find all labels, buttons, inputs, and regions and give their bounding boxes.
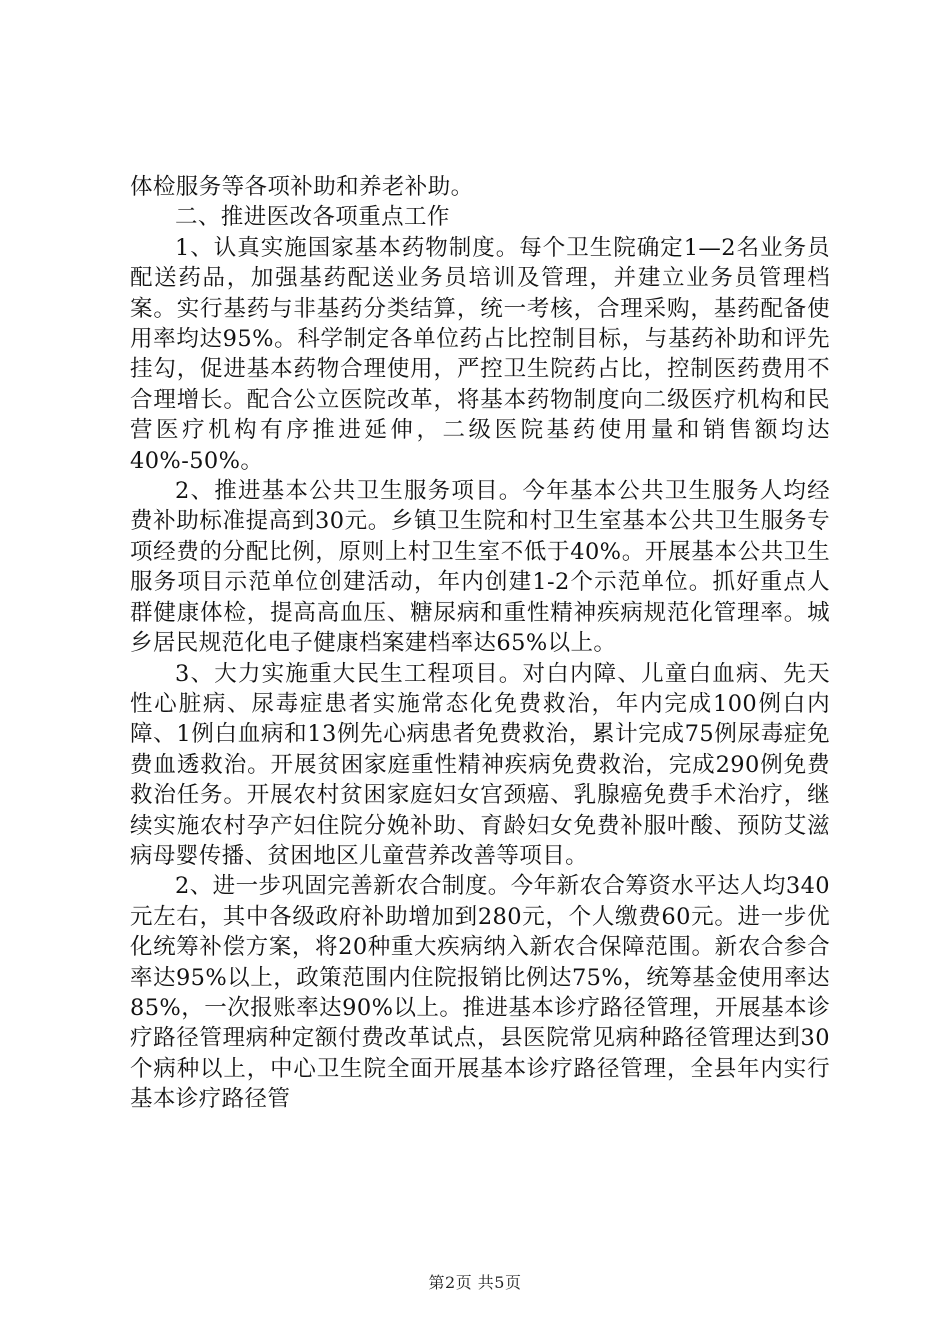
page-number-footer: 第2页 共5页 (428, 1273, 522, 1292)
document-body (130, 172, 830, 1115)
paragraph-livelihood-projects: 3、大力实施重大民生工程项目。对白内障、儿童白血病、先天性心脏病、尿毒症患者实施常态化免费救治，年内完成100例白内障、1例白血病和13例先心病患者免费救治，累计完成75例尿毒症免费血透救治。开展贫困家庭重性精神疾病免费救治，完成290例免费救治任务。开展农村贫困家庭妇女宫颈癌、乳腺癌免费手术治疗，继续实施农村孕产妇住院分娩补助、育龄妇女免费补服叶酸、预防艾滋病母婴传播、贫困地区儿童营养改善等项目。 (130, 660, 830, 869)
section-heading: 二、推进医改各项重点工作 (175, 204, 450, 231)
paragraph-essential-medicines: 1、认真实施国家基本药物制度。每个卫生院确定1—2名业务员配送药品，加强基药配送业务员培训及管理，并建立业务员管理档案。实行基药与非基药分类结算，统一考核，合理采购，基药配备使用率均达95%。科学制定各单位药占比控制目标，与基药补助和评先挂勾，促进基本药物合理使用，严控卫生院药占比，控制医药费用不合理增长。配合公立医院改革，将基本药物制度向二级医疗机构和民营医疗机构有序推进延伸，二级医院基药使用量和销售额均达40%-50%。 (130, 234, 830, 474)
paragraph-public-health: 2、推进基本公共卫生服务项目。今年基本公共卫生服务人均经费补助标准提高到30元。乡镇卫生院和村卫生室基本公共卫生服务专项经费的分配比例，原则上村卫生室不低于40%。开展基本公共卫生服务项目示范单位创建活动，年内创建1-2个示范单位。抓好重点人群健康体检，提高高血压、糖尿病和重性精神疾病规范化管理率。城乡居民规范化电子健康档案建档率达65%以上。 (130, 478, 830, 657)
paragraph-rural-cooperative: 2、进一步巩固完善新农合制度。今年新农合筹资水平达人均340元左右，其中各级政府补助增加到280元，个人缴费60元。进一步优化统筹补偿方案，将20种重大疾病纳入新农合保障范围。新农合参合率达95%以上，政策范围内住院报销比例达75%，统筹基金使用率达85%，一次报账率达90%以上。推进基本诊疗路径管理，开展基本诊疗路径管理病种定额付费改革试点，县医院常见病种路径管理达到30个病种以上，中心卫生院全面开展基本诊疗路径管理，全县年内实行基本诊疗路径管 (130, 873, 830, 1113)
paragraph-1: 体检服务等各项补助和养老补助。 (130, 174, 474, 200)
